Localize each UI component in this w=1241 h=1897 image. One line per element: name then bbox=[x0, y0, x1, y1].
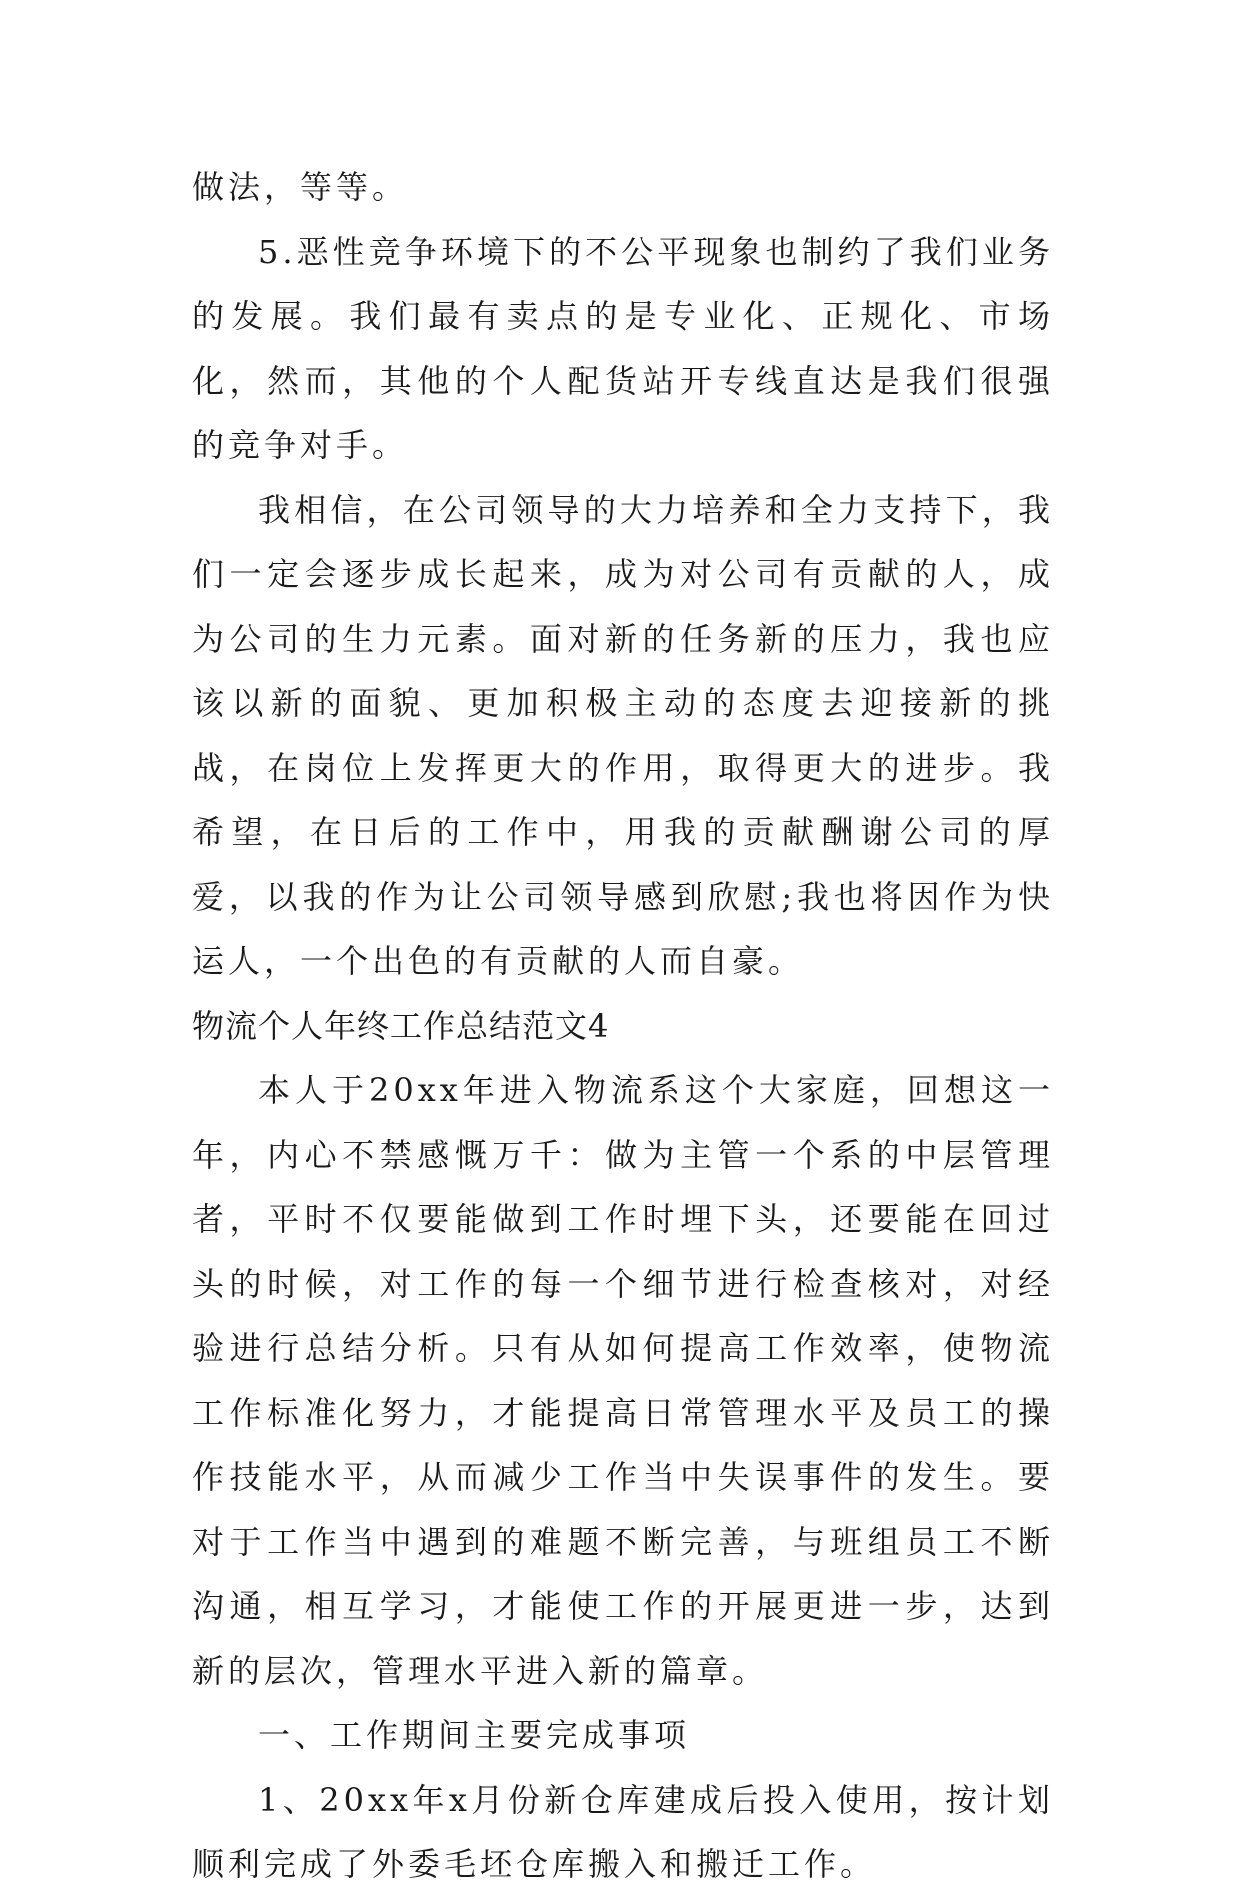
paragraph-conclusion: 我相信，在公司领导的大力培养和全力支持下，我们一定会逐步成长起来，成为对公司有贡献的人，成为公司的生力元素。面对新的任务新的压力，我也应该以新的面貌、更加积极主动的态度去迎接新的挑战，在岗位上发挥更大的作用，取得更大的进步。我希望，在日后的工作中，用我的贡献酬谢公司的厚爱，以我的作为让公司领导感到欣慰;我也将因作为快运人，一个出色的有贡献的人而自豪。 bbox=[192, 490, 1054, 980]
paragraph-intro: 本人于20xx年进入物流系这个大家庭，回想这一年，内心不禁感慨万千：做为主管一个系的中层管理者，平时不仅要能做到工作时埋下头，还要能在回过头的时候，对工作的每一个细节进行检查核对，对经验进行总结分析。只有从如何提高工作效率，使物流工作标准化努力，才能提高日常管理水平及员工的操作技能水平，从而减少工作当中失误事件的发生。要对于工作当中遇到的难题不断完善，与班组员工不断沟通，相互学习，才能使工作的开展更进一步，达到新的层次，管理水平进入新的篇章。 bbox=[192, 1071, 1054, 1690]
paragraph-task-1: 1、20xx年x月份新仓库建成后投入使用，按计划顺利完成了外委毛坯仓库搬入和搬迁工作。 bbox=[192, 1780, 1054, 1883]
paragraph-continuation: 做法，等等。 bbox=[192, 168, 409, 206]
paragraph-point-5: 5.恶性竞争环境下的不公平现象也制约了我们业务的发展。我们最有卖点的是专业化、正规化、市场化，然而，其他的个人配货站开专线直达是我们很强的竞争对手。 bbox=[192, 232, 1054, 464]
subheading-main-tasks: 一、工作期间主要完成事项 bbox=[258, 1716, 691, 1754]
section-heading: 物流个人年终工作总结范文4 bbox=[192, 1006, 610, 1045]
document-body bbox=[192, 155, 1054, 1897]
